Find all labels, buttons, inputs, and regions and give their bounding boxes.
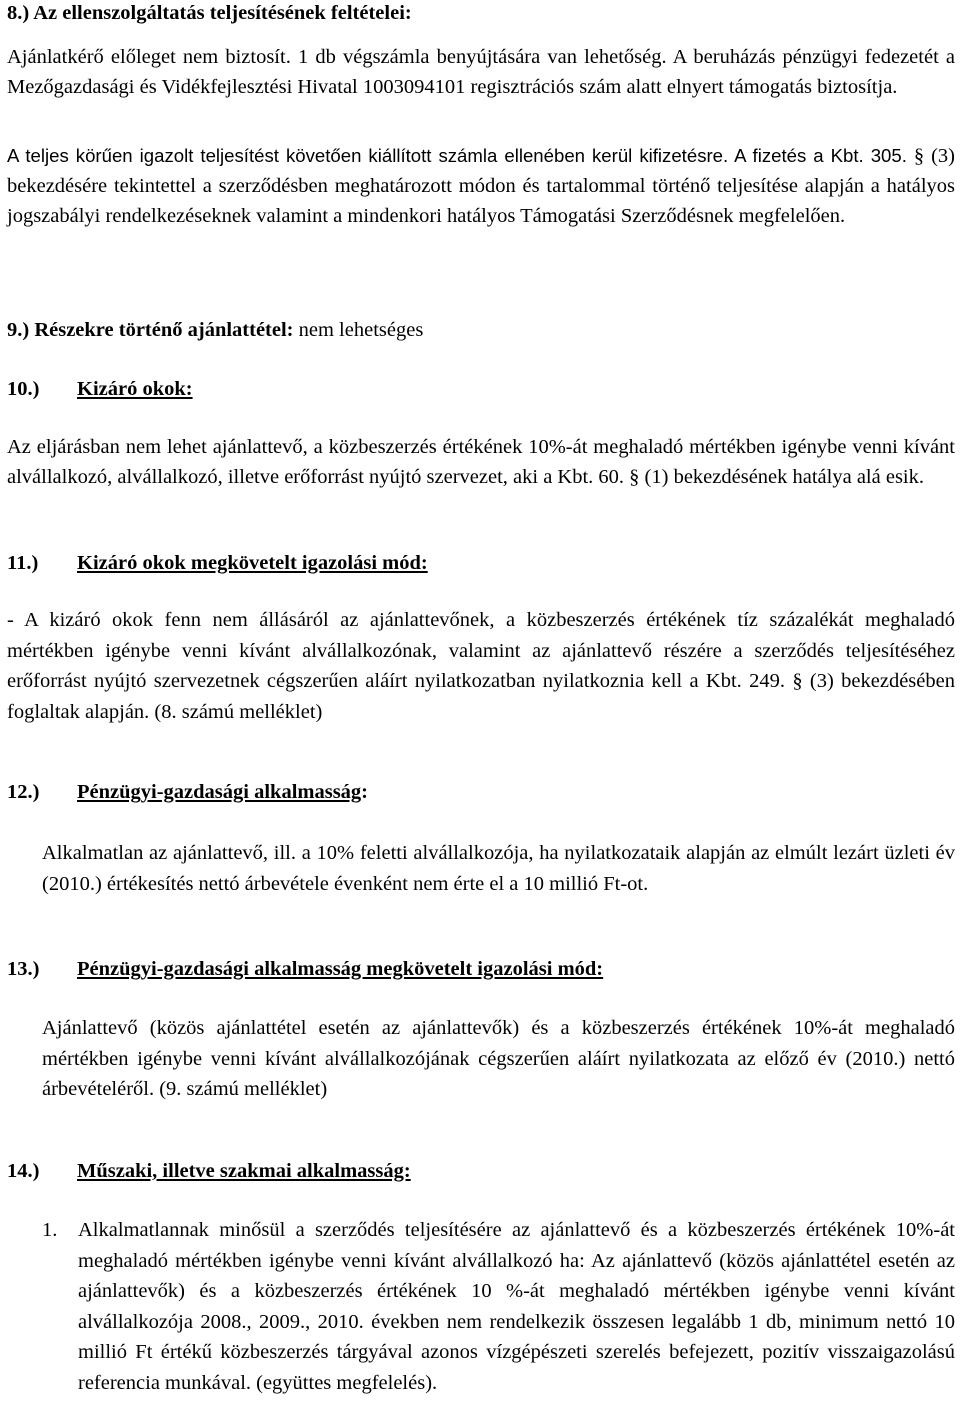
section-8-paragraph-2-serif: § (3) bekezdésére tekintettel a szerződésben meghatározott módon és tartalommal történő teljesítése alapján a hatályos jogszabályi rendelkezéseknek valamint a mindenkori hatályos Támogatási Szerződésnek megfelelően.: [7, 145, 955, 227]
section-13-body: Ajánlattevő (közös ajánlattétel esetén az ajánlattevők) és a közbeszerzés értékének 10%-át meghaladó mértékben igénybe venni kívánt alvállalkozójának cégszerűen aláírt nyilatkozata az előző év (2010.) nettó árbevételéről. (9. számú melléklet): [42, 1017, 955, 1100]
section-9-heading-value: nem lehetséges: [293, 319, 424, 341]
section-14-number: 14.): [7, 1160, 40, 1182]
section-8-paragraph-1: Ajánlatkérő előleget nem biztosít. 1 db végszámla benyújtására van lehetőség. A beruházás pénzügyi fedezetét a Mezőgazdasági és Vidékfejlesztési Hivatal 1003094101 regisztrációs szám alatt elnyert támogatás biztosítja.: [7, 46, 955, 98]
list-item-marker: 1.: [42, 1219, 58, 1241]
section-13-title: Pénzügyi-gazdasági alkalmasság megkövetelt igazolási mód:: [77, 958, 604, 980]
section-12-heading: [7, 779, 368, 806]
section-12-title: Pénzügyi-gazdasági alkalmasság: [77, 781, 362, 803]
section-8-paragraph-2-sans: A teljes körűen igazolt teljesítést követően kiállított számla ellenében kerül kifizetésre. A fizetés a Kbt. 305.: [7, 145, 907, 166]
section-14-list-item: [42, 1215, 955, 1398]
section-13-number: 13.): [7, 958, 40, 980]
section-11-body: - A kizáró okok fenn nem állásáról az ajánlattevőnek, a közbeszerzés értékének tíz százalékát meghaladó mértékben igénybe venni kívánt alvállalkozónak, valamint az ajánlattevő részére a szerződés teljesítéséhez erőforrást nyújtó szervezetnek cégszerűen aláírt nyilatkozatban nyilatkoznia kell a Kbt. 249. § (3) bekezdésében foglaltak alapján. (8. számú melléklet): [7, 609, 955, 723]
section-11-number: 11.): [7, 552, 39, 574]
section-14-heading: [7, 1158, 411, 1185]
section-14-title: Műszaki, illetve szakmai alkalmasság:: [77, 1160, 411, 1182]
section-10-heading: [7, 376, 193, 403]
section-8-heading: 8.) Az ellenszolgáltatás teljesítésének feltételei:: [7, 2, 412, 24]
section-10-body: Az eljárásban nem lehet ajánlattevő, a közbeszerzés értékének 10%-át meghaladó mértékben igénybe venni kívánt alvállalkozó, alvállalkozó, illetve erőforrást nyújtó szervezet, aki a Kbt. 60. § (1) bekezdésének hatálya alá esik.: [7, 436, 955, 488]
list-item-body: Alkalmatlannak minősül a szerződés teljesítésére az ajánlattevő és a közbeszerzés értékének 10%-át meghaladó mértékben igénybe venni kívánt alvállalkozó ha: Az ajánlattevő (közös ajánlattétel esetén az ajánlattevők) és a közbeszerzés értékének 10 %-át meghaladó mértékben igénybe venni kívánt alvállalkozója 2008., 2009., 2010. években nem rendelkezik összesen legalább 1 db, minimum nettó 10 millió Ft értékű közbeszerzés tárgyával azonos vízgépészeti szerelés befejezett, pozitív visszaigazolású referencia munkával. (együttes megfelelés).: [78, 1219, 955, 1394]
section-13-heading: [7, 956, 603, 983]
section-11-heading: [7, 550, 428, 577]
section-10-title: Kizáró okok:: [77, 378, 193, 400]
section-9-heading-label: 9.) Részekre történő ajánlattétel:: [7, 319, 294, 341]
section-12-number: 12.): [7, 781, 40, 803]
section-12-body: Alkalmatlan az ajánlattevő, ill. a 10% feletti alvállalkozója, ha nyilatkozataik alapján az elmúlt lezárt üzleti év (2010.) értékesítés nettó árbevétele évenként nem érte el a 10 millió Ft-ot.: [42, 842, 955, 895]
section-12-colon: :: [361, 781, 368, 803]
section-10-number: 10.): [7, 378, 40, 400]
section-11-title: Kizáró okok megkövetelt igazolási mód:: [77, 552, 428, 574]
section-8-paragraph-2: [7, 141, 955, 231]
section-9-heading: [7, 317, 423, 344]
